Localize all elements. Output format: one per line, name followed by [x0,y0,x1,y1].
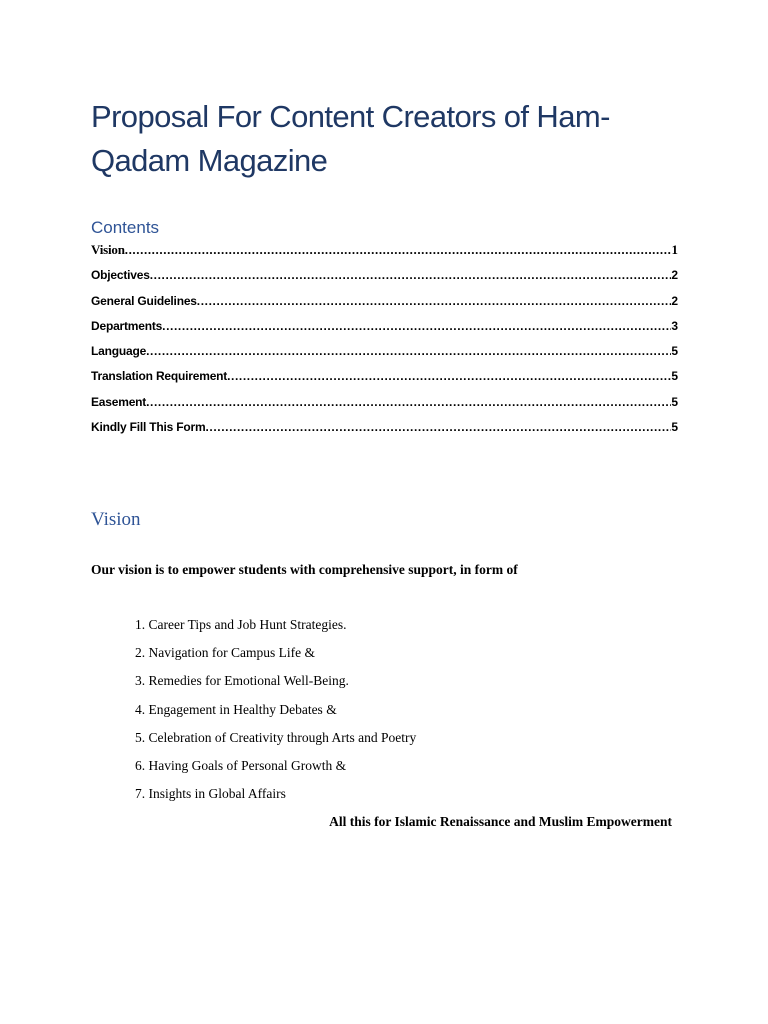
document-title-line-2: Qadam Magazine [91,143,328,178]
toc-entry-page: 5 [671,420,678,435]
toc-entry-language[interactable] [91,341,678,366]
toc-entry-page: 1 [671,242,678,257]
vision-list-item: 6. Having Goals of Personal Growth & [135,757,347,773]
toc-leader-dots [162,316,671,336]
vision-heading: Vision [91,509,141,530]
toc-leader-dots [227,366,671,386]
toc-entry-page: 5 [671,369,678,384]
toc-entry-page: 2 [671,293,678,308]
vision-list-item: 1. Career Tips and Job Hunt Strategies. [135,617,347,632]
toc-heading: Contents [91,218,160,237]
toc-entry-vision[interactable] [91,240,678,265]
toc-entry-label: Vision [91,242,125,257]
vision-intro: Our vision is to empower students with comprehensive support, in form of [91,562,518,577]
toc-entry-label: Easement [91,394,147,409]
toc-entry-easement[interactable] [91,392,678,417]
document-title [91,95,691,183]
toc-leader-dots [150,265,672,285]
toc-entry-page: 2 [671,268,678,283]
toc-entry-label: General Guidelines [91,293,197,308]
toc-entry-label: Kindly Fill This Form [91,420,206,435]
toc-entry-kindly-fill-this-form[interactable] [91,417,678,442]
toc-leader-dots [146,341,671,361]
vision-list-item: 3. Remedies for Emotional Well-Being. [135,673,349,689]
toc-leader-dots [197,291,672,311]
vision-list-item: 7. Insights in Global Affairs [135,786,286,802]
toc-entry-translation-requirement[interactable] [91,366,678,391]
toc-entry-label: Departments [91,318,163,333]
toc-entry-label: Translation Requirement [91,369,228,384]
table-of-contents [91,240,678,442]
vision-closing-statement: All this for Islamic Renaissance and Muslim Empowerment [329,814,672,829]
toc-leader-dots [146,392,671,412]
toc-entry-page: 3 [671,318,678,333]
toc-entry-label: Objectives [91,268,150,283]
vision-list-item: 4. Engagement in Healthy Debates & [135,701,337,717]
toc-entry-departments[interactable] [91,316,678,341]
vision-list-item: 2. Navigation for Campus Life & [135,645,315,661]
vision-list-item: 5. Celebration of Creativity through Arts and Poetry [135,729,417,745]
toc-entry-page: 5 [671,344,678,359]
toc-entry-page: 5 [671,394,678,409]
toc-entry-general-guidelines[interactable] [91,291,678,316]
toc-leader-dots [205,417,671,437]
toc-entry-objectives[interactable] [91,265,678,290]
vision-list [135,616,416,813]
document-title-line-1: Proposal For Content Creators of Ham- [91,99,610,134]
toc-entry-label: Language [91,344,147,359]
toc-leader-dots [125,240,672,260]
